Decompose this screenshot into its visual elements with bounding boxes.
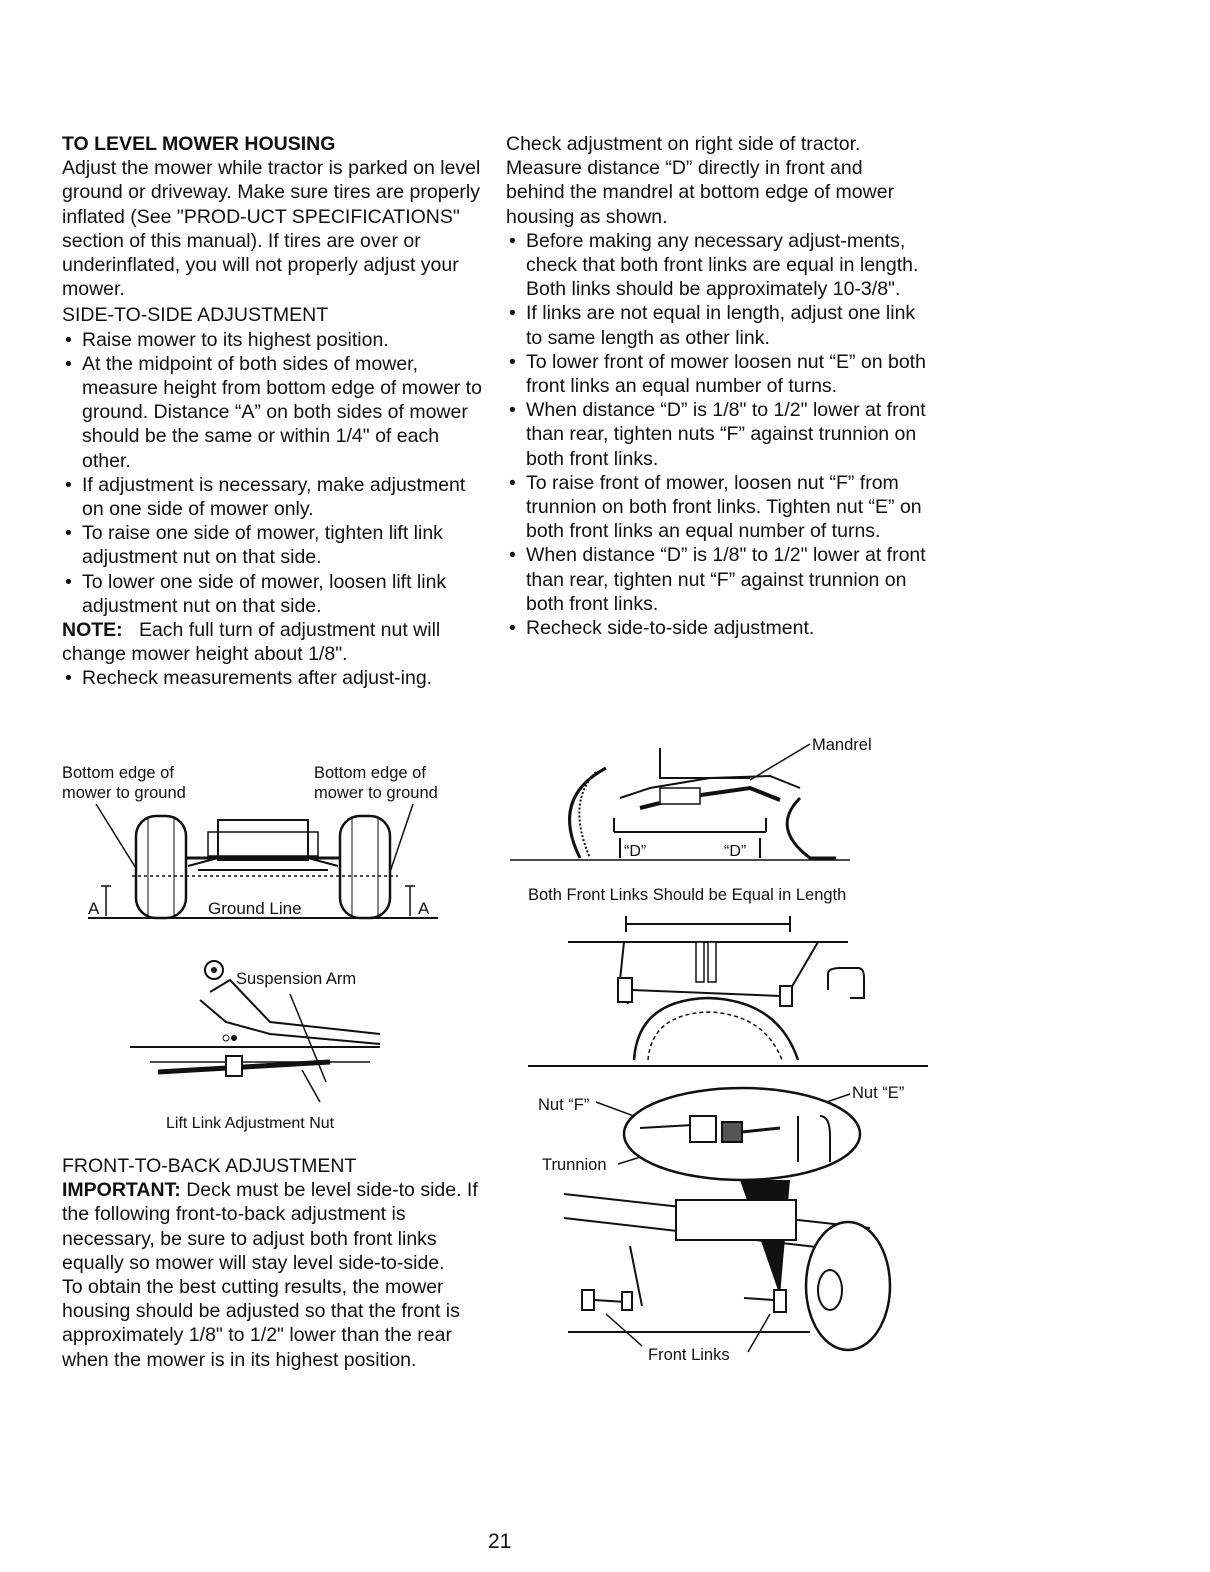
list-item: • At the midpoint of both sides of mower, measure height from bottom edge of mower to ground. Distance “A” on both sides of mower should be the same or within 1/4" of each other. (62, 352, 482, 473)
important-note (62, 1178, 482, 1275)
suspension-arm-label: Suspension Arm (236, 970, 357, 988)
lift-link-nut-label: Lift Link Adjustment Nut (166, 1115, 335, 1132)
side-to-side-heading: SIDE-TO-SIDE ADJUSTMENT (62, 304, 329, 327)
figure-suspension-arm (130, 952, 390, 1137)
nut-e-label: Nut “E” (852, 1084, 905, 1102)
trunnion-label: Trunnion (542, 1156, 607, 1174)
side-to-side-list (62, 328, 482, 618)
distance-d-front: “D” (624, 843, 647, 860)
right-intro: Check adjustment on right side of tractor. Measure distance “D” directly in front and behind the mandrel at bottom edge of mower housing as shown. (506, 133, 895, 228)
front-back-list (506, 229, 926, 640)
figure-front-links-detail (530, 1076, 930, 1376)
note-text: Each full turn of adjustment nut will change mower height about 1/8". (62, 619, 441, 666)
best-results-paragraph: To obtain the best cutting results, the mower housing should be adjusted so that the front is approximately 1/8" to 1/2" lower than the rear when the mower is in its highest position. (62, 1276, 460, 1371)
list-item: • Raise mower to its highest position. (62, 328, 482, 352)
figure-mandrel (510, 728, 910, 868)
label-left-2: mower to ground (62, 784, 186, 802)
list-item: • Before making any necessary adjust-ments, check that both front links are equal in length. Both links should be approximately 10-3/8". (506, 229, 926, 302)
intro-paragraph: Adjust the mower while tractor is parked on level ground or driveway. Make sure tires are properly inflated (See "PROD-UCT SPECIFICATIONS" section of this manual). If tires are over or underinflated, you will not properly adjust your mower. (62, 157, 481, 301)
figure-front-links-equal (528, 880, 928, 1070)
distance-d-rear: “D” (724, 843, 747, 860)
section-heading: TO LEVEL MOWER HOUSING (62, 133, 336, 155)
list-item: • If adjustment is necessary, make adjustment on one side of mower only. (62, 473, 482, 521)
label-left-1: Bottom edge of (62, 764, 174, 782)
list-item: • To lower one side of mower, loosen lift link adjustment nut on that side. (62, 570, 482, 618)
list-item: • If links are not equal in length, adjust one link to same length as other link. (506, 301, 926, 349)
distance-a-right: A (418, 899, 430, 918)
left-column (62, 132, 482, 691)
list-item: • Recheck measurements after adjust-ing. (62, 666, 482, 690)
front-to-back-heading: FRONT-TO-BACK ADJUSTMENT (62, 1155, 357, 1177)
front-links-label: Front Links (648, 1346, 730, 1364)
distance-a-left: A (88, 899, 100, 918)
list-item: • To raise front of mower, loosen nut “F” from trunnion on both front links. Tighten nut “E” on both front links an equal number of turns. (506, 471, 926, 544)
recheck-list (62, 666, 482, 690)
list-item: • To raise one side of mower, tighten lift link adjustment nut on that side. (62, 521, 482, 569)
ground-line-label: Ground Line (208, 899, 302, 918)
front-links-caption: Both Front Links Should be Equal in Length (528, 886, 847, 904)
nut-f-label: Nut “F” (538, 1096, 590, 1114)
list-item: • Recheck side-to-side adjustment. (506, 616, 926, 640)
front-to-back-section (62, 1154, 482, 1372)
figure-ground-line (58, 758, 478, 923)
list-item: • When distance “D” is 1/8" to 1/2" lower at front than rear, tighten nuts “F” against trunnion on both front links. (506, 398, 926, 471)
note-label: NOTE: (62, 619, 123, 642)
note (62, 618, 482, 666)
page-number: 21 (488, 1530, 512, 1553)
label-right-1: Bottom edge of (314, 764, 426, 782)
right-column (506, 132, 926, 640)
important-text: Deck must be level side-to side. If the following front-to-back adjustment is necessary, be sure to adjust both front links equally so mower will stay level side-to-side. (62, 1179, 478, 1274)
label-right-2: mower to ground (314, 784, 438, 802)
mandrel-label: Mandrel (812, 736, 872, 754)
important-label: IMPORTANT: (62, 1179, 181, 1202)
list-item: • To lower front of mower loosen nut “E” on both front links an equal number of turns. (506, 350, 926, 398)
list-item: • When distance “D” is 1/8" to 1/2" lower at front than rear, tighten nut “F” against trunnion on both front links. (506, 543, 926, 616)
